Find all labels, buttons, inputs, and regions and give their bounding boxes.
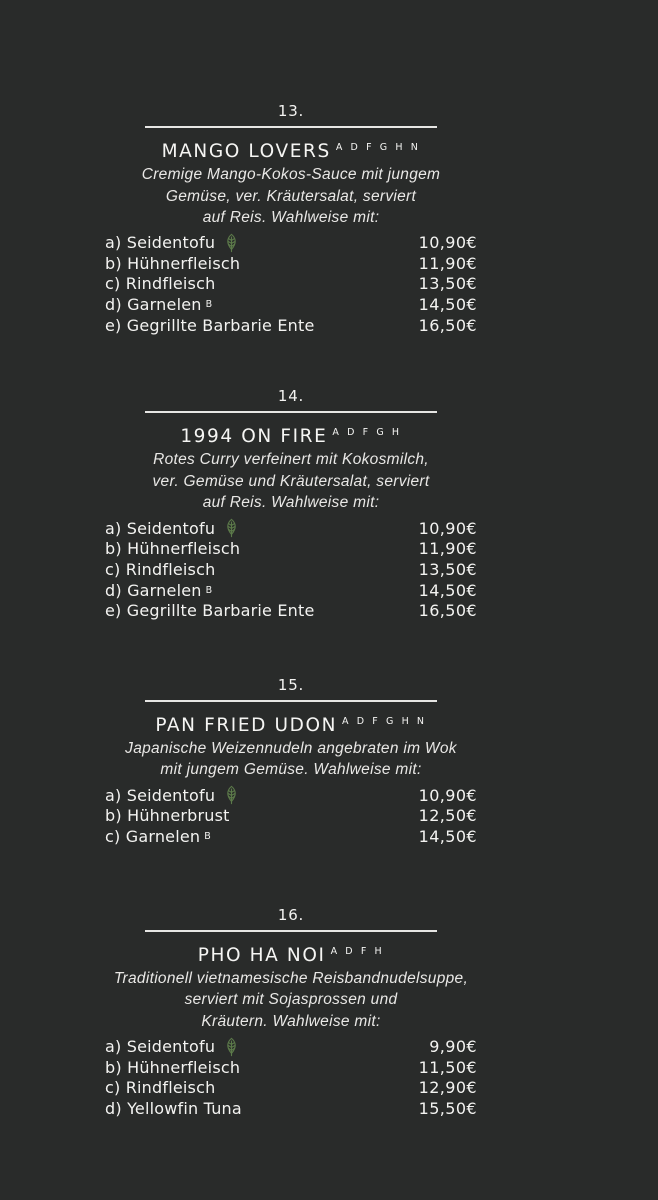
menu-item [105,600,477,621]
item-label [105,1078,215,1097]
item-label [105,581,213,600]
section-title [105,711,477,736]
allergen-sup: B [205,584,214,596]
menu-item [105,253,477,274]
item-price: 12,90€ [418,1078,477,1098]
menu-item [105,559,477,580]
allergen-sup: B [205,299,214,311]
menu-item [105,1077,477,1098]
section-number: 14. [277,387,305,406]
section-title [105,422,477,447]
section-divider [145,930,437,932]
section-title-text: PHO HA NOI [197,944,326,966]
section-description [105,449,477,514]
description-line: Traditionell vietnamesische Reisbandnudelsuppe, [113,969,469,987]
description-line: mit jungem Gemüse. Wahlweise mit: [160,761,422,779]
menu-item [105,806,477,827]
description-line: auf Reis. Wahlweise mit: [202,209,380,226]
menu-content-column [105,103,477,1119]
section-title [105,137,477,162]
menu-section-13 [105,103,477,335]
description-line: Gemüse, ver. Kräutersalat, serviert [165,187,417,205]
item-price: 14,50€ [418,295,477,315]
item-price: 14,50€ [418,580,477,600]
section-number: 13. [277,102,305,120]
section-title [105,941,477,966]
item-label [105,1058,240,1077]
menu-item [105,274,477,295]
menu-section-15 [105,677,477,847]
section-description [105,738,477,781]
menu-item [105,1036,477,1057]
menu-item [105,826,477,847]
item-price: 10,90€ [418,518,477,538]
menu-item [105,233,477,254]
item-label [105,806,230,825]
section-title-text: MANGO LOVERS [161,141,331,162]
section-divider [145,411,437,413]
item-label-text: d) Yellowfin Tuna [105,1098,242,1118]
description-line: Cremige Mango-Kokos-Sauce mit jungem [141,166,441,183]
item-label [105,233,239,253]
item-price: 9,90€ [429,1037,477,1057]
item-price: 16,50€ [418,315,477,335]
menu-item [105,518,477,539]
menu-section-16 [105,907,477,1119]
item-label-text: a) Seidentofu [105,233,216,253]
item-label [105,785,239,805]
item-label-text: b) Hühnerfleisch [105,539,241,559]
item-label [105,539,240,558]
item-label-text: c) Garnelen [105,826,201,846]
item-price: 12,50€ [418,806,477,826]
item-label-text: a) Seidentofu [105,518,216,538]
description-line: Kräutern. Wahlweise mit: [201,1012,381,1030]
item-label-text: e) Gegrillte Barbarie Ente [105,601,315,621]
item-price: 15,50€ [418,1098,477,1118]
leaf-icon [224,233,239,253]
item-price: 13,50€ [418,559,477,579]
item-list [105,785,477,847]
item-price: 11,90€ [418,253,477,273]
item-label [105,827,212,846]
item-label-text: a) Seidentofu [105,785,216,805]
item-label [105,254,240,273]
description-line: Japanische Weizennudeln angebraten im Wok [125,739,457,757]
leaf-icon [224,785,239,805]
section-description [105,968,477,1033]
menu-item [105,580,477,601]
allergen-codes: A D F G H N [335,142,421,153]
description-line: serviert mit Sojasprossen und [184,991,398,1009]
menu-item [105,1057,477,1078]
item-price: 10,90€ [418,233,477,253]
item-price: 13,50€ [418,274,477,294]
item-label [105,1099,242,1118]
section-divider [145,126,437,128]
item-label [105,518,239,538]
item-label-text: e) Gegrillte Barbarie Ente [105,315,315,335]
menu-item [105,785,477,806]
allergen-sup: B [204,830,212,842]
item-list [105,233,477,336]
description-line: auf Reis. Wahlweise mit: [202,494,380,512]
allergen-codes: A D F G H N [342,715,427,727]
section-title-text: 1994 ON FIRE [180,426,328,448]
menu-section-14 [105,388,477,620]
menu-item [105,294,477,315]
allergen-codes: A D F G H [332,427,402,439]
item-label-text: b) Hühnerfleisch [105,1057,241,1077]
item-label [105,274,215,293]
item-price: 14,50€ [418,826,477,846]
description-line: Rotes Curry verfeinert mit Kokosmilch, [153,451,429,469]
item-label-text: c) Rindfleisch [105,274,216,294]
item-price: 11,90€ [418,539,477,559]
item-label-text: a) Seidentofu [105,1037,216,1057]
item-label [105,295,213,314]
section-divider [145,700,437,702]
item-label [105,601,315,620]
item-label-text: b) Hühnerbrust [105,806,230,826]
leaf-icon [224,1037,239,1057]
menu-item [105,1098,477,1119]
allergen-codes: A D F H [330,945,385,957]
item-label-text: c) Rindfleisch [105,1078,216,1098]
section-title-text: PAN FRIED UDON [155,714,338,736]
leaf-icon [224,518,239,538]
item-price: 11,50€ [418,1057,477,1077]
section-number: 16. [277,905,305,924]
item-label-text: d) Garnelen [105,580,202,600]
section-description [105,164,477,229]
item-label-text: b) Hühnerfleisch [105,253,241,273]
menu-item [105,315,477,336]
item-price: 10,90€ [418,785,477,805]
item-label [105,1037,239,1057]
item-label [105,560,215,579]
description-line: ver. Gemüse und Kräutersalat, serviert [152,472,430,490]
item-label [105,316,315,335]
item-label-text: c) Rindfleisch [105,559,216,579]
item-list [105,518,477,621]
menu-item [105,539,477,560]
item-price: 16,50€ [418,601,477,621]
section-number: 15. [277,675,305,694]
item-list [105,1036,477,1118]
item-label-text: d) Garnelen [105,295,202,315]
